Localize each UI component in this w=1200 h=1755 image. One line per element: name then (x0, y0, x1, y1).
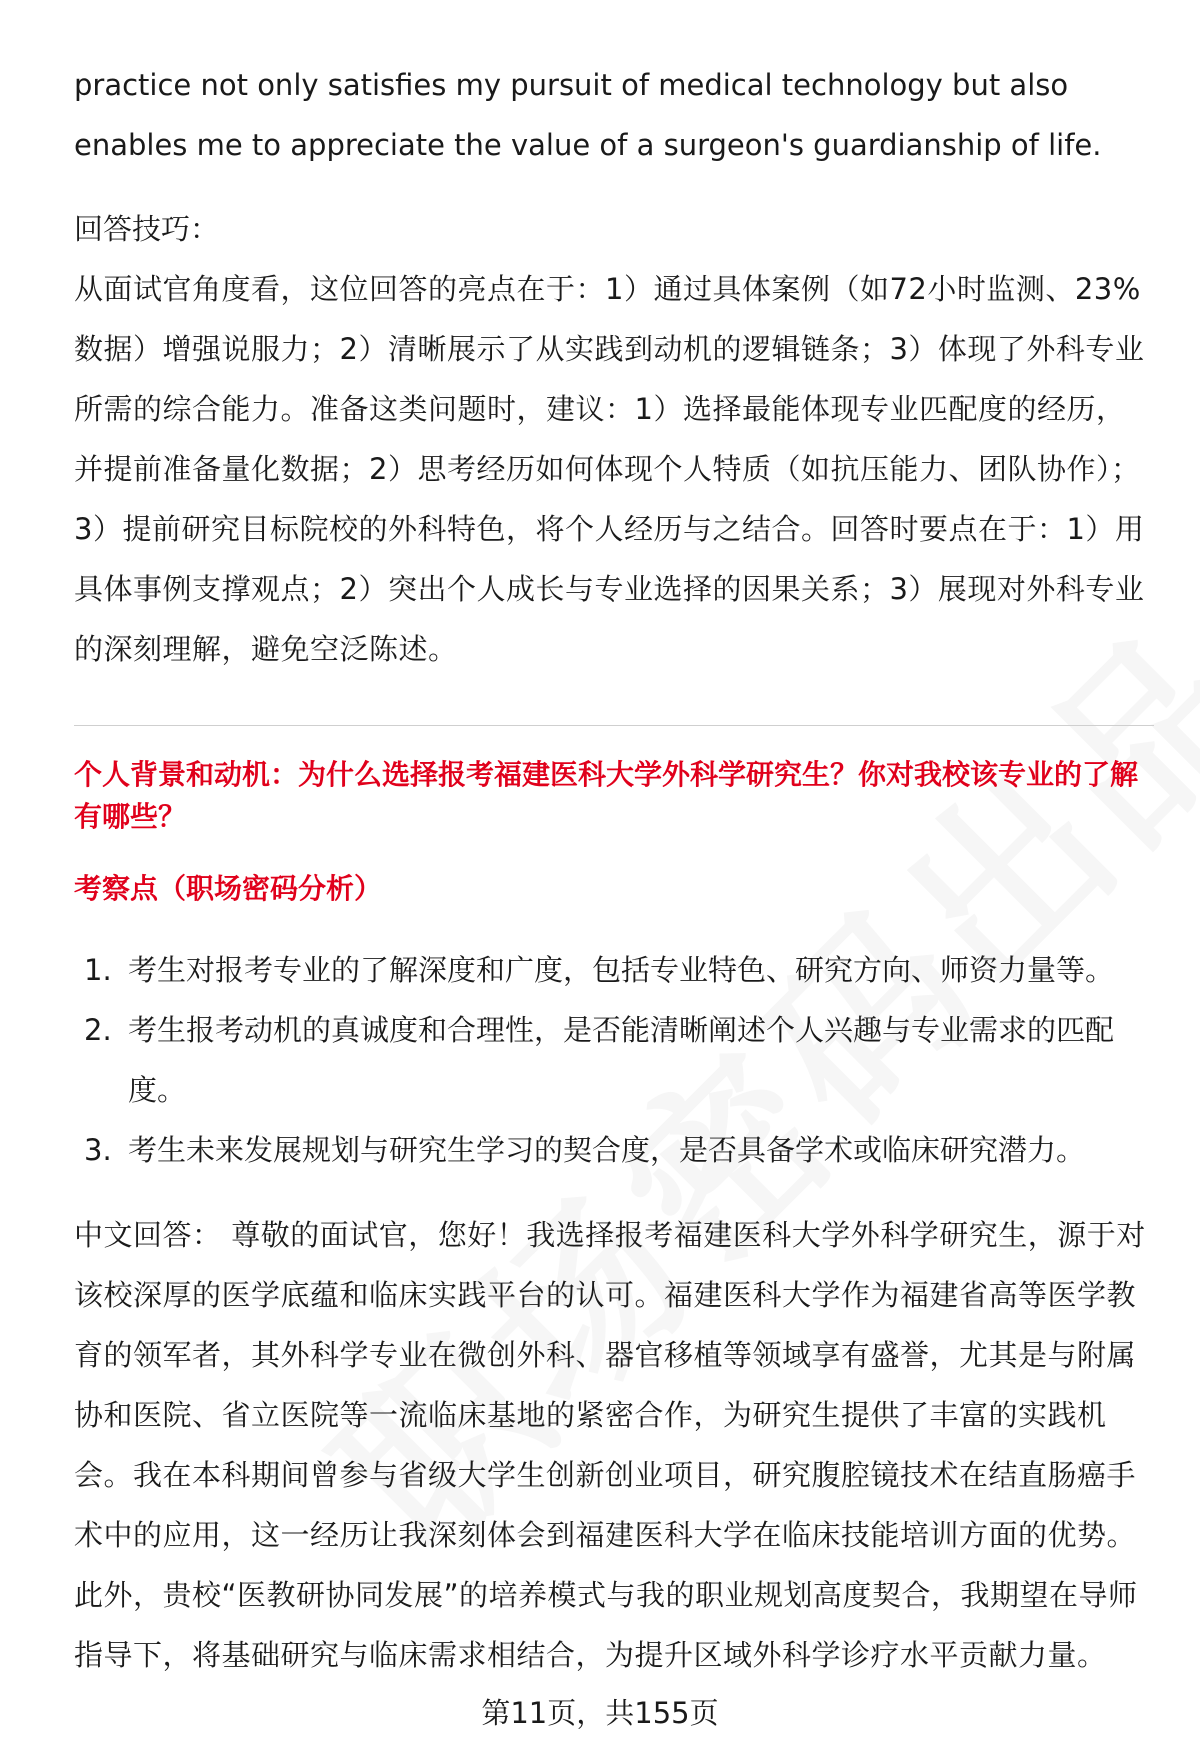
page-number: 第11页，共155页 (481, 1696, 719, 1730)
english-line-2: enables me to appreciate the value of a surgeon's guardianship of life. (74, 128, 1102, 162)
list-item (74, 1000, 1154, 1120)
list-item-text: 考生未来发展规划与研究生学习的契合度，是否具备学术或临床研究潜力。 (128, 1133, 1086, 1167)
chinese-answer: 中文回答： 尊敬的面试官，您好！我选择报考福建医科大学外科学研究生，源于对该校深厚的医学底蕴和临床实践平台的认可。福建医科大学作为福建省高等医学教育的领军者，其外科学专业在微创外科、器官移植等领域享有盛誉，尤其是与附属协和医院、省立医院等一流临床基地的紧密合作，为研究生提供了丰富的实践机会。我在本科期间曾参与省级大学生创新创业项目，研究腹腔镜技术在结直肠癌手术中的应用，这一经历让我深刻体会到福建医科大学在临床技能培训方面的优势。此外，贵校“医教研协同发展”的培养模式与我的职业规划高度契合，我期望在导师指导下，将基础研究与临床需求相结合，为提升区域外科学诊疗水平贡献力量。 (74, 1218, 1146, 1672)
list-item-number: 1. (84, 953, 112, 987)
tips-body: 从面试官角度看，这位回答的亮点在于：1）通过具体案例（如72小时监测、23%数据）增强说服力；2）清晰展示了从实践到动机的逻辑链条；3）体现了外科专业所需的综合能力。准备这类问题时，建议：1）选择最能体现专业匹配度的经历，并提前准备量化数据；2）思考经历如何体现个人特质（如抗压能力、团队协作）；3）提前研究目标院校的外科特色，将个人经历与之结合。回答时要点在于：1）用具体事例支撑观点；2）突出个人成长与专业选择的因果关系；3）展现对外科专业的深刻理解，避免空泛陈述。 (74, 272, 1145, 666)
tips-label: 回答技巧： (74, 212, 220, 246)
question-heading: 个人背景和动机：为什么选择报考福建医科大学外科学研究生？你对我校该专业的了解有哪些？ (74, 758, 1139, 833)
list-item-number: 3. (84, 1133, 112, 1167)
focus-points-title: 考察点（职场密码分析） (74, 872, 383, 905)
english-line-1: practice not only satisfies my pursuit of medical technology but also (74, 68, 1069, 102)
english-paragraph (74, 55, 1154, 175)
focus-points-list (74, 940, 1154, 1180)
list-item-text: 考生报考动机的真诚度和合理性，是否能清晰阐述个人兴趣与专业需求的匹配度。 (128, 1013, 1115, 1107)
section-divider (74, 725, 1154, 726)
list-item-number: 2. (84, 1013, 112, 1047)
list-item (74, 1120, 1154, 1180)
list-item (74, 940, 1154, 1000)
list-item-text: 考生对报考专业的了解深度和广度，包括专业特色、研究方向、师资力量等。 (128, 953, 1115, 987)
